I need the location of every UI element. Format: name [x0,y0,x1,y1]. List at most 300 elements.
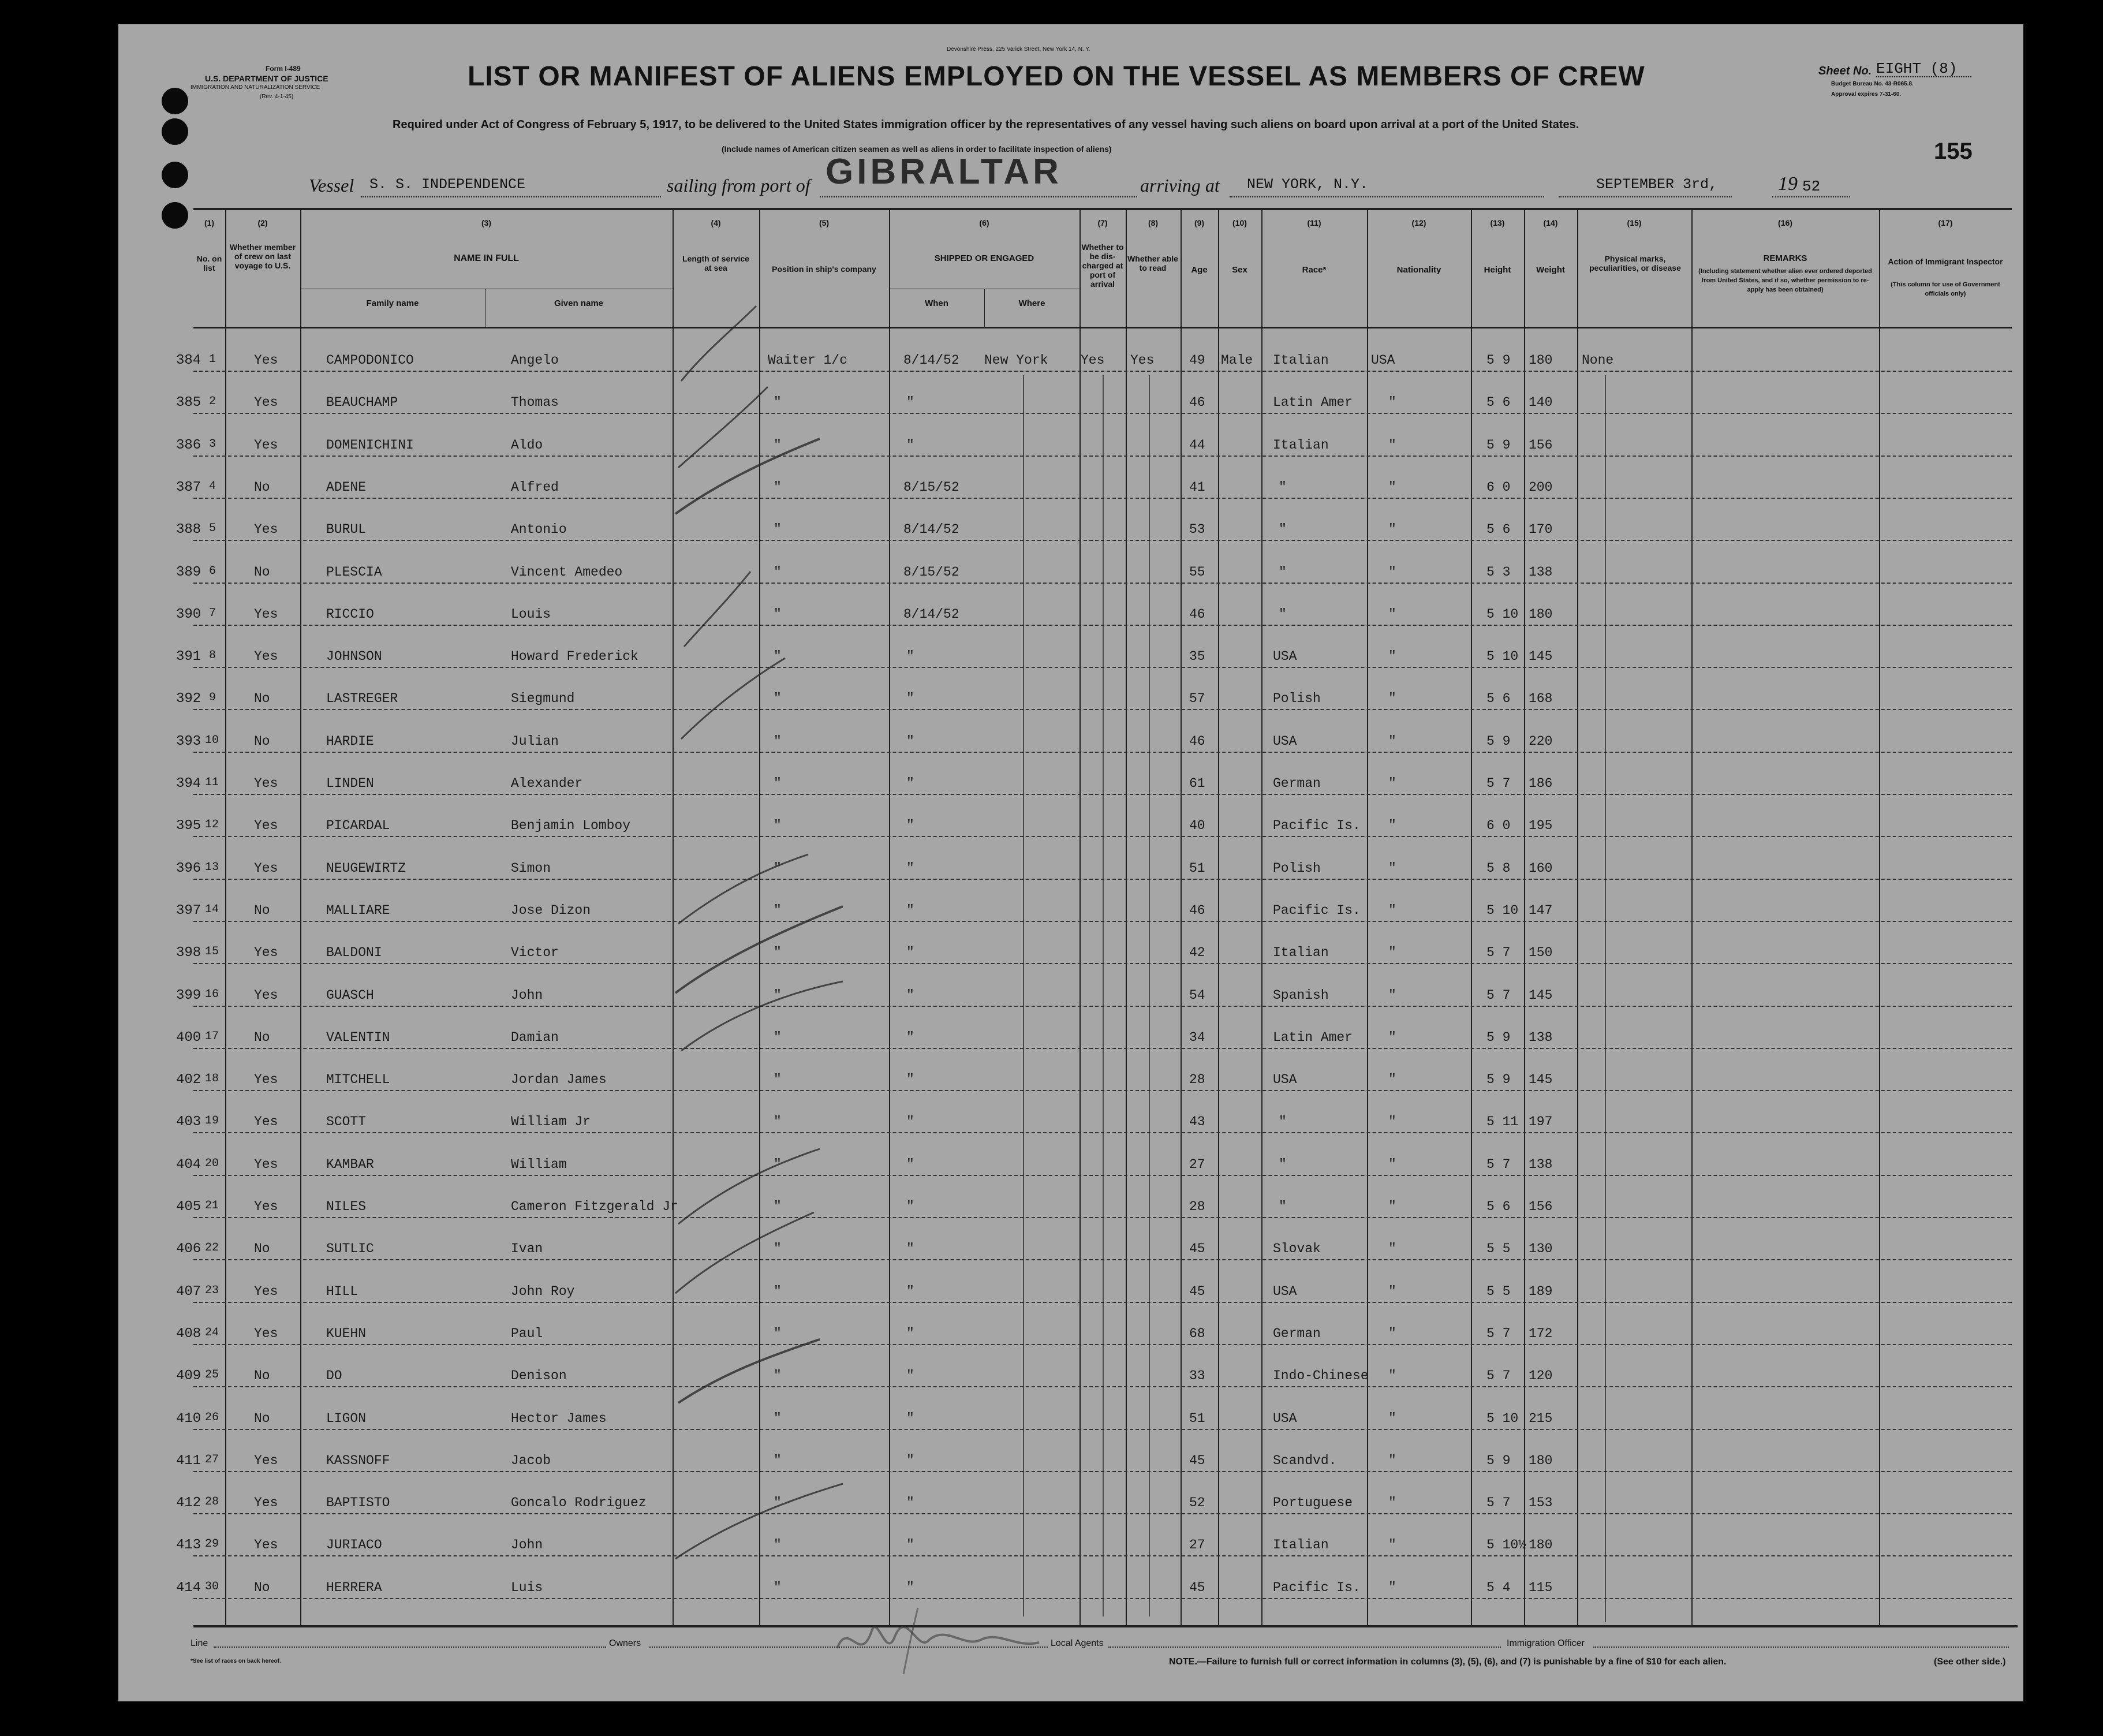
cell-pos: " [774,1114,782,1130]
cell-pos: " [774,1072,782,1088]
header-nationality: Nationality [1396,265,1441,275]
cell-pos: Waiter 1/c [768,353,848,368]
cell-margin: 385 [176,395,201,411]
cell-pos: " [774,1241,782,1257]
page-subtitle: Required under Act of Congress of February 5, 1917, to be delivered to the United States immigration officer by the representatives of any vessel having such aliens on board upon arrival at a port of the United States. [393,118,1579,131]
column-number: (12) [1411,218,1426,227]
cell-given: Simon [511,860,551,876]
ditto-stroke [1149,375,1150,1616]
header-age: Age [1191,265,1208,275]
cell-age: 44 [1189,437,1205,453]
cell-family: HERRERA [326,1580,382,1595]
cell-height: 5 5 [1486,1241,1511,1257]
cell-age: 46 [1189,902,1205,918]
cell-nat: " [1388,1199,1396,1214]
header-given-name: Given name [554,298,604,308]
cell-when: 8/15/52 [903,564,959,580]
arrival-date: SEPTEMBER 3rd, [1596,176,1718,193]
column-number: (11) [1307,218,1321,227]
cell-when: " [906,860,914,876]
cell-last: Yes [254,1283,278,1299]
cell-when: " [906,691,914,707]
cell-weight: 138 [1529,564,1553,580]
cell-when: " [906,1326,914,1341]
cell-pos: " [774,691,782,707]
cell-when: " [906,987,914,1003]
column-number: (13) [1490,218,1505,227]
cell-no: 4 [209,479,216,493]
cell-nat: " [1388,1453,1396,1468]
cell-weight: 220 [1529,733,1553,749]
cell-height: 5 9 [1486,1453,1511,1468]
cell-pos: " [774,776,782,791]
cell-age: 46 [1189,733,1205,749]
cell-race: USA [1273,1410,1297,1426]
cell-given: Angelo [511,353,559,368]
column-rule [1524,209,1525,1626]
cell-when: " [906,776,914,791]
cell-pos: " [774,437,782,453]
cell-family: GUASCH [326,987,374,1003]
cell-weight: 160 [1529,860,1553,876]
cell-when: " [906,1114,914,1130]
header-inspector-action: Action of Immigrant Inspector [1888,257,2003,266]
cell-family: CAMPODONICO [326,353,414,368]
cell-age: 45 [1189,1453,1205,1468]
cell-height: 5 8 [1486,860,1511,876]
cell-last: No [254,564,270,580]
cell-weight: 130 [1529,1241,1553,1257]
cell-height: 5 9 [1486,733,1511,749]
cell-age: 52 [1189,1495,1205,1511]
cell-age: 33 [1189,1368,1205,1384]
cell-when: 8/14/52 [903,522,959,537]
cell-when: 8/15/52 [903,479,959,495]
cell-margin: 414 [176,1580,201,1596]
cell-age: 28 [1189,1072,1205,1088]
cell-when: " [906,733,914,749]
cell-given: Alfred [511,479,559,495]
cell-race: USA [1273,649,1297,664]
cell-family: BALDONI [326,945,382,961]
service-name: IMMIGRATION AND NATURALIZATION SERVICE [190,84,320,91]
cell-family: RICCIO [326,606,374,622]
cell-last: No [254,1580,270,1595]
cell-given: Jordan James [511,1072,607,1088]
ditto-stroke [1023,375,1024,1616]
column-rule [1181,209,1182,1626]
header-height: Height [1484,265,1511,275]
column-rule [1691,209,1693,1626]
column-rule [300,209,301,1626]
column-number: (2) [257,218,268,227]
cell-race: Slovak [1273,1241,1321,1257]
cell-pos: " [774,987,782,1003]
cell-weight: 195 [1529,818,1553,834]
cell-family: JURIACO [326,1537,382,1553]
column-number: (14) [1543,218,1558,227]
cell-margin: 410 [176,1410,201,1427]
cell-given: Hector James [511,1410,607,1426]
column-number: (6) [979,218,989,227]
cell-last: Yes [254,1114,278,1130]
cell-margin: 399 [176,987,201,1003]
cell-last: No [254,1029,270,1045]
cell-weight: 180 [1529,353,1553,368]
cell-age: 55 [1189,564,1205,580]
cell-last: Yes [254,353,278,368]
cell-family: KASSNOFF [326,1453,390,1468]
cell-margin: 397 [176,902,201,919]
column-rule [1079,209,1081,1626]
cell-pos: " [774,1029,782,1045]
cell-last: No [254,1241,270,1257]
column-number: (5) [819,218,830,227]
cell-when: " [906,1283,914,1299]
cell-race: Portuguese [1273,1495,1353,1511]
cell-height: 5 7 [1486,1326,1511,1341]
cell-given: Aldo [511,437,543,453]
cell-no: 26 [205,1410,219,1424]
cell-when: " [906,1241,914,1257]
cell-age: 68 [1189,1326,1205,1341]
cell-weight: 138 [1529,1156,1553,1172]
cell-given: Antonio [511,522,567,537]
cell-given: Ivan [511,1241,543,1257]
cell-height: 5 10 [1486,606,1519,622]
cell-nat: " [1388,395,1396,410]
cell-family: KUEHN [326,1326,367,1341]
cell-last: Yes [254,860,278,876]
cell-height: 5 10 [1486,902,1519,918]
cell-last: Yes [254,1495,278,1511]
cell-pos: " [774,733,782,749]
service-check-marks [670,300,843,1628]
punch-hole [162,118,188,145]
cell-family: BAPTISTO [326,1495,390,1511]
column-rule [1126,209,1127,1626]
cell-height: 5 6 [1486,1199,1511,1214]
cell-race: Pacific Is. [1273,1580,1361,1595]
cell-given: Denison [511,1368,567,1384]
cell-last: No [254,902,270,918]
cell-no: 19 [205,1114,219,1128]
cell-last: Yes [254,1072,278,1088]
cell-weight: 138 [1529,1029,1553,1045]
vessel-label: Vessel [309,175,354,196]
cell-weight: 172 [1529,1326,1553,1341]
arriving-label: arriving at [1140,175,1220,196]
cell-pos: " [774,522,782,537]
cell-no: 30 [205,1580,219,1593]
cell-margin: 393 [176,733,201,749]
cell-margin: 406 [176,1241,201,1257]
cell-weight: 145 [1529,1072,1553,1088]
cell-weight: 150 [1529,945,1553,961]
cell-weight: 200 [1529,479,1553,495]
header-able-to-read: Whether able to read [1127,254,1178,272]
cell-last: Yes [254,945,278,961]
cell-margin: 389 [176,564,201,580]
cell-no: 6 [209,564,216,578]
cell-pos: " [774,1580,782,1595]
cell-nat: " [1388,1580,1396,1595]
cell-last: No [254,479,270,495]
footer-owners-label: Owners [609,1638,641,1648]
signature-scribble [831,1585,1051,1677]
sheet-number: EIGHT (8) [1876,60,1958,77]
cell-nat: " [1388,1537,1396,1553]
cell-no: 13 [205,860,219,874]
cell-no: 17 [205,1029,219,1043]
cell-nat: " [1388,818,1396,834]
cell-last: Yes [254,1537,278,1553]
cell-given: Benjamin Lomboy [511,818,631,834]
cell-given: John [511,987,543,1003]
sailing-label: sailing from port of [667,175,810,196]
cell-given: Alexander [511,776,583,791]
column-number: (17) [1938,218,1953,227]
cell-margin: 412 [176,1495,201,1511]
cell-height: 5 9 [1486,353,1511,368]
cell-where: New York [984,353,1048,368]
cell-family: SUTLIC [326,1241,374,1257]
header-last-voyage: Whether member of crew on last voyage to U.S. [229,242,296,270]
cell-age: 27 [1189,1537,1205,1553]
cell-margin: 386 [176,437,201,453]
budget-number: Budget Bureau No. 43-R065.8. [1831,81,1914,87]
ditto-stroke [1103,375,1104,1616]
cell-age: 51 [1189,860,1205,876]
cell-last: No [254,733,270,749]
cell-margin: 384 [176,353,201,368]
cell-no: 22 [205,1241,219,1255]
cell-given: William Jr [511,1114,591,1130]
cell-weight: 145 [1529,987,1553,1003]
header-family-name: Family name [366,298,419,308]
cell-family: HARDIE [326,733,374,749]
cell-weight: 180 [1529,1537,1553,1553]
cell-when: " [906,1495,914,1511]
cell-given: Damian [511,1029,559,1045]
cell-last: No [254,1368,270,1384]
cell-nat: " [1388,1114,1396,1130]
cell-race: Latin Amer [1273,1029,1353,1045]
footer-agents-label: Local Agents [1051,1638,1104,1648]
cell-margin: 392 [176,691,201,707]
column-number: (15) [1627,218,1642,227]
cell-weight: 147 [1529,902,1553,918]
cell-race: Scandvd. [1273,1453,1337,1468]
cell-given: Howard Frederick [511,649,638,664]
cell-race: Pacific Is. [1273,818,1361,834]
cell-no: 2 [209,395,216,409]
cell-weight: 180 [1529,606,1553,622]
cell-last: No [254,1410,270,1426]
department: U.S. DEPARTMENT OF JUSTICE [205,74,328,83]
cell-margin: 388 [176,522,201,538]
cell-age: 61 [1189,776,1205,791]
cell-height: 6 0 [1486,818,1511,834]
cell-family: NILES [326,1199,367,1214]
punch-hole [162,162,188,188]
cell-age: 45 [1189,1283,1205,1299]
header-where: Where [1018,298,1045,308]
cell-when: " [906,818,914,834]
cell-race: German [1273,1326,1321,1341]
cell-race: USA [1273,1283,1297,1299]
cell-age: 49 [1189,353,1205,368]
cell-weight: 180 [1529,1453,1553,1468]
cell-no: 16 [205,987,219,1001]
cell-pos: " [774,945,782,961]
cell-family: VALENTIN [326,1029,390,1045]
cell-nat: " [1388,1156,1396,1172]
cell-family: NEUGEWIRTZ [326,860,406,876]
cell-margin: 395 [176,818,201,834]
cell-weight: 153 [1529,1495,1553,1511]
cell-age: 46 [1189,395,1205,410]
column-number: (4) [711,218,721,227]
cell-family: ADENE [326,479,367,495]
cell-race: Italian [1273,1537,1329,1553]
cell-margin: 405 [176,1199,201,1215]
column-rule [225,209,226,1626]
year: 52 [1802,178,1821,195]
cell-no: 10 [205,733,219,747]
cell-margin: 403 [176,1114,201,1130]
cell-nat: " [1388,902,1396,918]
cell-family: KAMBAR [326,1156,374,1172]
cell-height: 5 3 [1486,564,1511,580]
column-rule [1261,209,1262,1626]
cell-when: " [906,649,914,664]
cell-age: 54 [1189,987,1205,1003]
cell-weight: 156 [1529,437,1553,453]
arrival-port: NEW YORK, N.Y. [1247,176,1369,193]
cell-when: " [906,902,914,918]
cell-pos: " [774,818,782,834]
cell-no: 15 [205,945,219,959]
cell-race: Pacific Is. [1273,902,1361,918]
cell-last: Yes [254,437,278,453]
cell-height: 5 10 [1486,1410,1519,1426]
ditto-stroke [1605,375,1606,1622]
cell-when: " [906,1580,914,1595]
cell-pos: " [774,1453,782,1468]
cell-no: 24 [205,1326,219,1339]
header-shipped-engaged: SHIPPED OR ENGAGED [934,253,1034,263]
cell-height: 5 7 [1486,987,1511,1003]
footer-officer-label: Immigration Officer [1507,1638,1585,1648]
cell-height: 5 5 [1486,1283,1511,1299]
page-title: LIST OR MANIFEST OF ALIENS EMPLOYED ON THE VESSEL AS MEMBERS OF CREW [468,61,1645,92]
cell-race: Latin Amer [1273,395,1353,410]
cell-family: LASTREGER [326,691,398,707]
cell-given: John [511,1537,543,1553]
cell-margin: 390 [176,606,201,622]
cell-weight: 115 [1529,1580,1553,1595]
column-rule [1577,209,1578,1626]
cell-nat: " [1388,1241,1396,1257]
cell-last: Yes [254,606,278,622]
cell-race: Indo-Chinese [1273,1368,1369,1384]
cell-given: Jose Dizon [511,902,591,918]
cell-margin: 408 [176,1326,201,1342]
column-number: (3) [481,218,492,227]
cell-nat: " [1388,649,1396,664]
cell-when: " [906,945,914,961]
cell-height: 5 6 [1486,395,1511,410]
cell-weight: 189 [1529,1283,1553,1299]
header-race: Race* [1302,265,1327,275]
cell-race: German [1273,776,1321,791]
cell-weight: 170 [1529,522,1553,537]
cell-pos: " [774,1326,782,1341]
cell-pos: " [774,1410,782,1426]
cell-height: 5 7 [1486,1156,1511,1172]
cell-when: " [906,437,914,453]
column-number: (8) [1148,218,1159,227]
cell-family: HILL [326,1283,358,1299]
header-name-in-full: NAME IN FULL [454,253,519,263]
cell-family: LIGON [326,1410,367,1426]
form-number: Form I-489 [266,65,301,73]
cell-no: 25 [205,1368,219,1382]
cell-margin: 402 [176,1072,201,1088]
cell-age: 27 [1189,1156,1205,1172]
cell-race: Polish [1273,860,1321,876]
cell-given: William [511,1156,567,1172]
cell-height: 5 7 [1486,776,1511,791]
cell-last: Yes [254,1156,278,1172]
cell-age: 51 [1189,1410,1205,1426]
cell-race: " [1279,564,1287,580]
cell-pos: " [774,1495,782,1511]
cell-when: " [906,1537,914,1553]
cell-age: 45 [1189,1241,1205,1257]
cell-no: 20 [205,1156,219,1170]
cell-race: Italian [1273,353,1329,368]
cell-margin: 404 [176,1156,201,1173]
header-physical-marks: Physical marks, peculiarities, or disease [1589,254,1681,272]
cell-age: 35 [1189,649,1205,664]
cell-no: 23 [205,1283,219,1297]
cell-given: Louis [511,606,551,622]
cell-given: Jacob [511,1453,551,1468]
year-prefix: 19 [1778,173,1798,195]
cell-race: " [1279,522,1287,537]
cell-no: 18 [205,1072,219,1086]
cell-last: Yes [254,1453,278,1468]
see-other-side: (See other side.) [1934,1657,2006,1667]
cell-age: 43 [1189,1114,1205,1130]
cell-pos: " [774,1283,782,1299]
cell-race: Spanish [1273,987,1329,1003]
cell-no: 12 [205,818,219,832]
cell-nat: " [1388,776,1396,791]
cell-margin: 407 [176,1283,201,1300]
cell-family: JOHNSON [326,649,382,664]
cell-when: " [906,1368,914,1384]
cell-no: 9 [209,691,216,705]
cell-nat: " [1388,987,1396,1003]
cell-age: 53 [1189,522,1205,537]
cell-given: Luis [511,1580,543,1595]
column-number: (10) [1232,218,1247,227]
cell-given: Cameron Fitzgerald Jr [511,1199,678,1214]
cell-family: PICARDAL [326,818,390,834]
